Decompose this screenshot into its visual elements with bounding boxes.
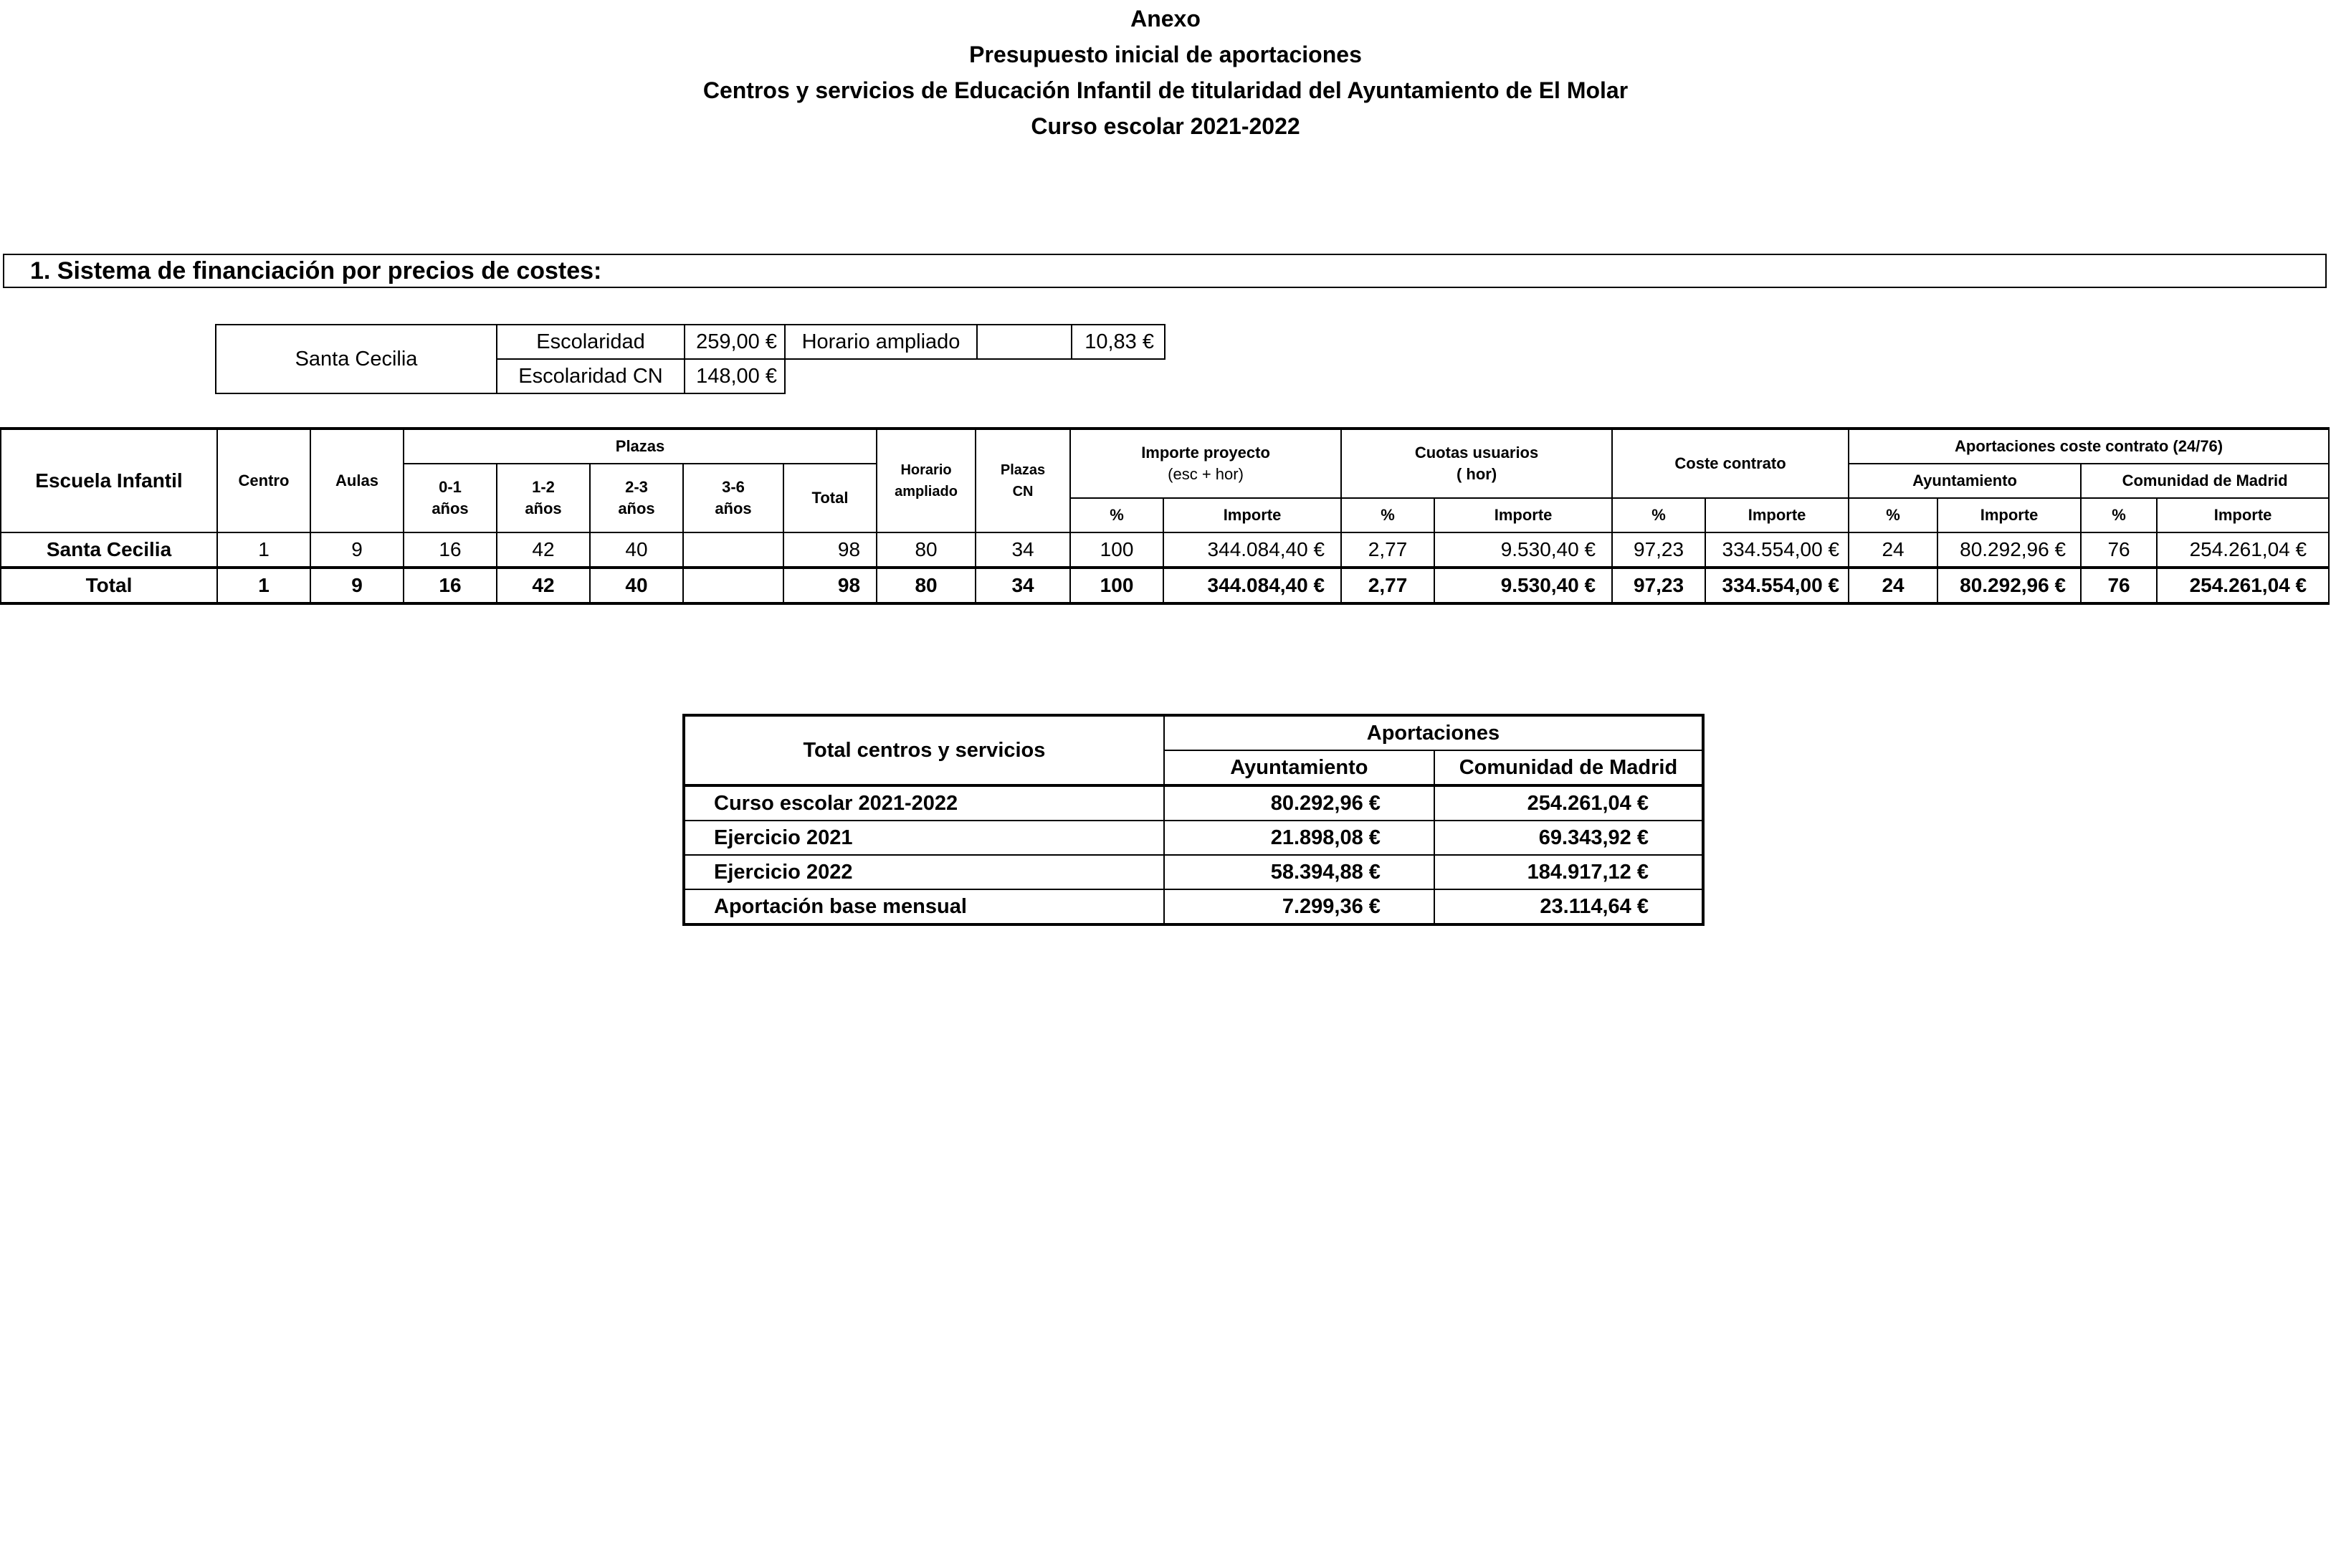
col-plazas-2-3-a: 2-3 bbox=[625, 478, 648, 496]
rates-escolaridad-label: Escolaridad bbox=[497, 325, 685, 359]
summary-row-cam: 254.261,04 € bbox=[1434, 785, 1703, 821]
rates-horario-value: 10,83 € bbox=[1072, 325, 1165, 359]
financiacion-table bbox=[0, 427, 2330, 605]
col-plazas-0-1-b: años bbox=[432, 499, 469, 517]
total-plazas: 98 bbox=[783, 568, 877, 603]
table-row bbox=[684, 889, 1703, 924]
col-group-comunidad: Comunidad de Madrid bbox=[2081, 464, 2329, 498]
total-cam-pct: 76 bbox=[2081, 568, 2157, 603]
col-coste-importe: Importe bbox=[1705, 498, 1849, 532]
row-p36 bbox=[683, 532, 783, 568]
col-ayto-pct: % bbox=[1849, 498, 1937, 532]
summary-row-ayto: 58.394,88 € bbox=[1164, 855, 1434, 889]
col-group-cuotas bbox=[1341, 429, 1612, 498]
col-cuotas-sub: ( hor) bbox=[1456, 465, 1497, 483]
row-p12: 42 bbox=[497, 532, 590, 568]
col-plazas-2-3 bbox=[590, 464, 683, 532]
total-proy-pct: 100 bbox=[1070, 568, 1163, 603]
summary-aportaciones: Aportaciones bbox=[1164, 715, 1703, 750]
total-p36 bbox=[683, 568, 783, 603]
col-plazas-0-1-a: 0-1 bbox=[439, 478, 462, 496]
total-centro: 1 bbox=[217, 568, 310, 603]
col-horario-line1: Horario bbox=[900, 462, 952, 478]
col-cuotas-importe: Importe bbox=[1434, 498, 1612, 532]
col-plazas-1-2-b: años bbox=[525, 499, 562, 517]
row-escuela-name: Santa Cecilia bbox=[1, 532, 217, 568]
col-group-plazas: Plazas bbox=[404, 429, 877, 464]
col-proyecto-importe: Importe bbox=[1163, 498, 1341, 532]
col-coste-pct: % bbox=[1612, 498, 1705, 532]
rates-horario-blank bbox=[977, 325, 1072, 359]
summary-row-cam: 184.917,12 € bbox=[1434, 855, 1703, 889]
col-horario-ampliado bbox=[877, 429, 976, 532]
summary-table bbox=[682, 714, 1705, 926]
col-plazas-total: Total bbox=[783, 464, 877, 532]
row-proy-imp: 344.084,40 € bbox=[1163, 532, 1341, 568]
table-row bbox=[684, 785, 1703, 821]
total-cost-imp: 334.554,00 € bbox=[1705, 568, 1849, 603]
section-title-financiacion: 1. Sistema de financiación por precios de costes: bbox=[3, 254, 2327, 288]
total-p01: 16 bbox=[404, 568, 497, 603]
col-aulas: Aulas bbox=[310, 429, 404, 532]
table-row bbox=[684, 855, 1703, 889]
row-plazas-cn: 34 bbox=[976, 532, 1070, 568]
total-plazas-cn: 34 bbox=[976, 568, 1070, 603]
col-cam-pct: % bbox=[2081, 498, 2157, 532]
summary-title: Total centros y servicios bbox=[684, 715, 1164, 785]
col-plazas-1-2 bbox=[497, 464, 590, 532]
col-group-importe-proyecto bbox=[1070, 429, 1341, 498]
col-ayto-importe: Importe bbox=[1937, 498, 2081, 532]
col-plazas-3-6-a: 3-6 bbox=[722, 478, 745, 496]
doc-title-anexo: Anexo bbox=[1130, 6, 1201, 32]
col-horario-line2: ampliado bbox=[895, 484, 958, 499]
doc-title-curso: Curso escolar 2021-2022 bbox=[1031, 113, 1300, 139]
summary-row-label: Ejercicio 2022 bbox=[684, 855, 1164, 889]
col-plazas-cn bbox=[976, 429, 1070, 532]
col-cuotas-pct: % bbox=[1341, 498, 1434, 532]
table-row bbox=[684, 821, 1703, 855]
col-plazas-3-6-b: años bbox=[715, 499, 752, 517]
table-row bbox=[1, 532, 2329, 568]
col-escuela-infantil: Escuela Infantil bbox=[1, 429, 217, 532]
row-ayto-pct: 24 bbox=[1849, 532, 1937, 568]
col-plazas-3-6 bbox=[683, 464, 783, 532]
doc-title-centros: Centros y servicios de Educación Infantil de titularidad del Ayuntamiento de El Molar bbox=[702, 77, 1629, 103]
row-cuot-imp: 9.530,40 € bbox=[1434, 532, 1612, 568]
total-ayto-pct: 24 bbox=[1849, 568, 1937, 603]
row-cost-imp: 334.554,00 € bbox=[1705, 532, 1849, 568]
col-plazas-2-3-b: años bbox=[618, 499, 655, 517]
total-proy-imp: 344.084,40 € bbox=[1163, 568, 1341, 603]
total-cuot-imp: 9.530,40 € bbox=[1434, 568, 1612, 603]
col-plazas-0-1 bbox=[404, 464, 497, 532]
col-group-aportaciones: Aportaciones coste contrato (24/76) bbox=[1849, 429, 2329, 464]
total-horario: 80 bbox=[877, 568, 976, 603]
row-p01: 16 bbox=[404, 532, 497, 568]
row-ayto-imp: 80.292,96 € bbox=[1937, 532, 2081, 568]
row-aulas: 9 bbox=[310, 532, 404, 568]
summary-row-cam: 23.114,64 € bbox=[1434, 889, 1703, 924]
summary-row-label: Curso escolar 2021-2022 bbox=[684, 785, 1164, 821]
total-cuot-pct: 2,77 bbox=[1341, 568, 1434, 603]
col-importe-proyecto-title: Importe proyecto bbox=[1141, 444, 1270, 462]
row-proy-pct: 100 bbox=[1070, 532, 1163, 568]
row-horario: 80 bbox=[877, 532, 976, 568]
col-cam-importe: Importe bbox=[2157, 498, 2329, 532]
summary-col-comunidad: Comunidad de Madrid bbox=[1434, 750, 1703, 785]
col-proyecto-pct: % bbox=[1070, 498, 1163, 532]
table-total-row bbox=[1, 568, 2329, 603]
col-plazas-cn-line2: CN bbox=[1012, 484, 1034, 499]
row-cost-pct: 97,23 bbox=[1612, 532, 1705, 568]
rates-center-name: Santa Cecilia bbox=[216, 325, 497, 393]
rates-table bbox=[215, 324, 1166, 394]
col-plazas-cn-line1: Plazas bbox=[1000, 462, 1046, 478]
col-importe-proyecto-sub: (esc + hor) bbox=[1168, 465, 1244, 483]
rates-escolaridad-value: 259,00 € bbox=[685, 325, 785, 359]
row-p23: 40 bbox=[590, 532, 683, 568]
col-group-ayuntamiento: Ayuntamiento bbox=[1849, 464, 2081, 498]
summary-row-ayto: 7.299,36 € bbox=[1164, 889, 1434, 924]
summary-row-label: Ejercicio 2021 bbox=[684, 821, 1164, 855]
summary-row-ayto: 80.292,96 € bbox=[1164, 785, 1434, 821]
total-ayto-imp: 80.292,96 € bbox=[1937, 568, 2081, 603]
total-cam-imp: 254.261,04 € bbox=[2157, 568, 2329, 603]
summary-row-ayto: 21.898,08 € bbox=[1164, 821, 1434, 855]
row-total-plazas: 98 bbox=[783, 532, 877, 568]
total-p23: 40 bbox=[590, 568, 683, 603]
total-name: Total bbox=[1, 568, 217, 603]
summary-col-ayuntamiento: Ayuntamiento bbox=[1164, 750, 1434, 785]
row-centro: 1 bbox=[217, 532, 310, 568]
col-cuotas-title: Cuotas usuarios bbox=[1414, 444, 1539, 462]
summary-row-cam: 69.343,92 € bbox=[1434, 821, 1703, 855]
row-cam-pct: 76 bbox=[2081, 532, 2157, 568]
total-aulas: 9 bbox=[310, 568, 404, 603]
row-cuot-pct: 2,77 bbox=[1341, 532, 1434, 568]
col-centro: Centro bbox=[217, 429, 310, 532]
col-plazas-1-2-a: 1-2 bbox=[532, 478, 555, 496]
summary-row-label: Aportación base mensual bbox=[684, 889, 1164, 924]
total-cost-pct: 97,23 bbox=[1612, 568, 1705, 603]
total-p12: 42 bbox=[497, 568, 590, 603]
col-group-coste-contrato: Coste contrato bbox=[1612, 429, 1849, 498]
rates-horario-label: Horario ampliado bbox=[785, 325, 977, 359]
rates-escolaridad-cn-value: 148,00 € bbox=[685, 359, 785, 393]
doc-title-presupuesto: Presupuesto inicial de aportaciones bbox=[969, 42, 1362, 67]
row-cam-imp: 254.261,04 € bbox=[2157, 532, 2329, 568]
rates-escolaridad-cn-label: Escolaridad CN bbox=[497, 359, 685, 393]
